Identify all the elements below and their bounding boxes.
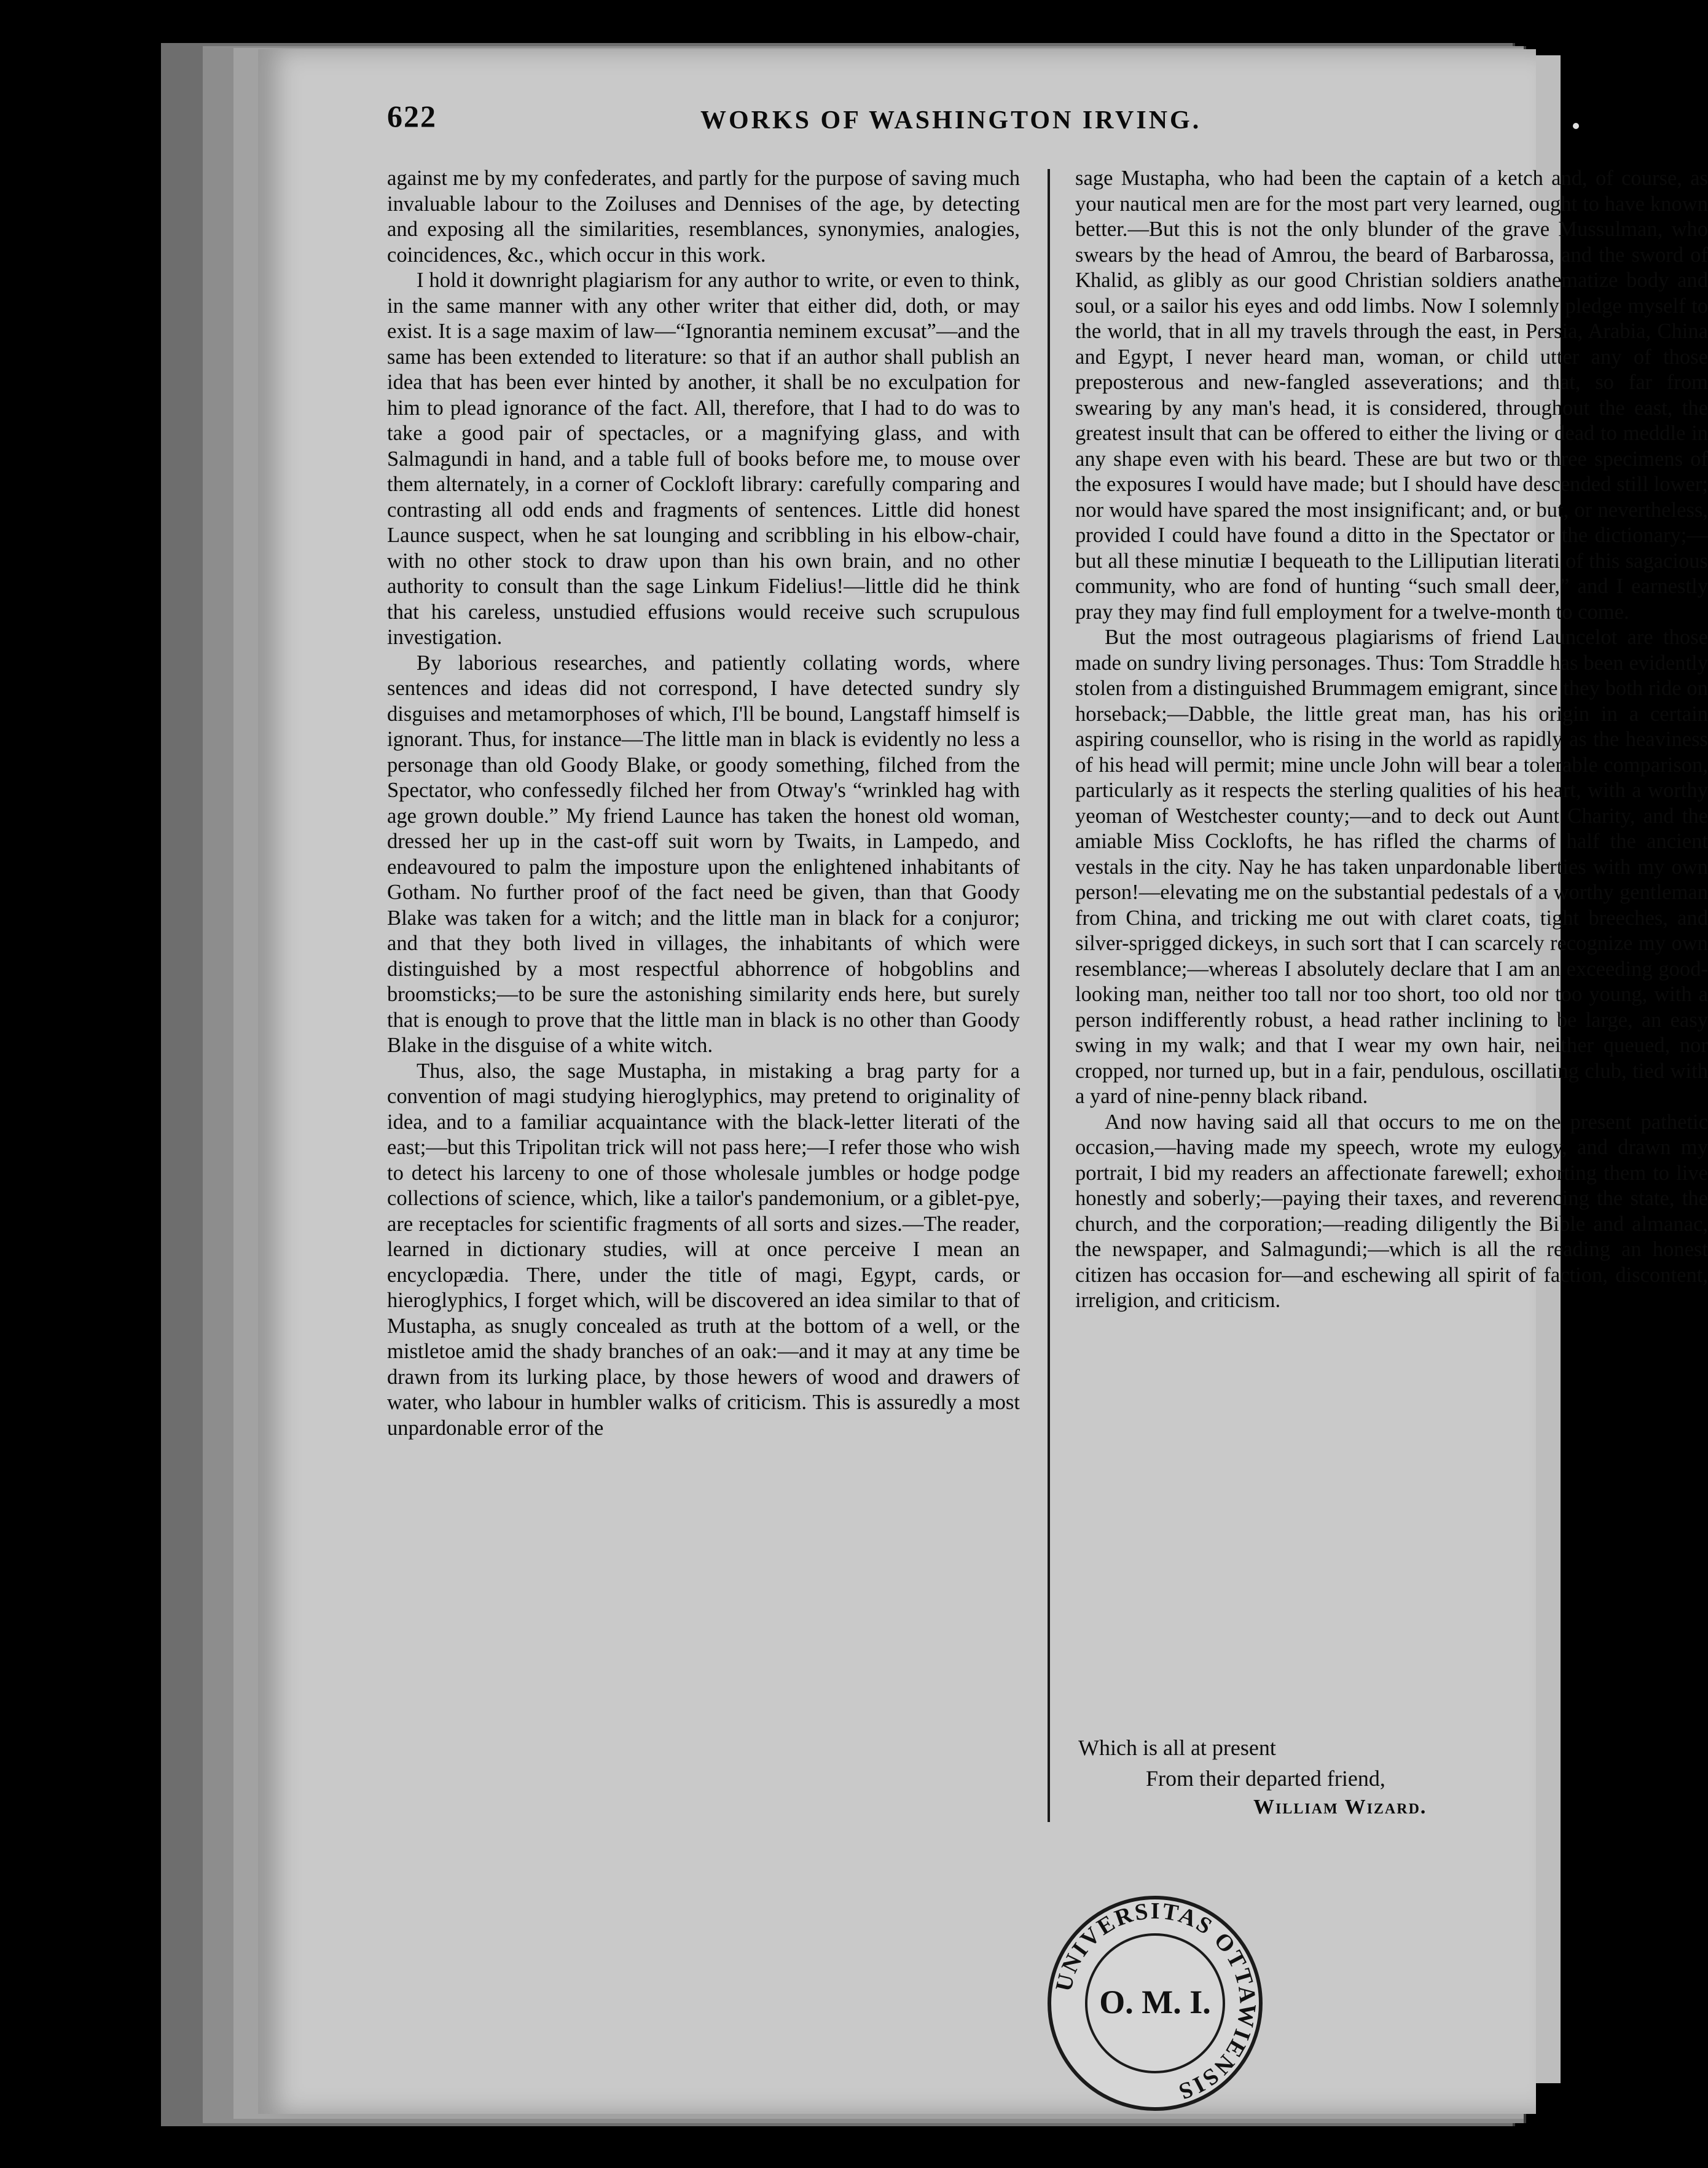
paragraph: By laborious researches, and patiently collating words, where sentences and ideas did not correspond, I have detected sundry sly disguises and metamorphoses of which, I'll be bound, Langstaff himself is ignorant. Thus, for instance—The little man in black is evidently no less a personage than old Goody Blake, or goody something, filched from the Spectator, who confessedly filched her from Otway's “wrinkled hag with age grown double.” My friend Launce has taken the honest old woman, dressed her up in the cast-off suit worn by Twaits, in Lampedo, and endeavoured to palm the imposture upon the enlightened inhabitants of Gotham. No further proof of the fact need be given, than that Goody Blake was taken for a witch; and the little man in black for a conjuror; and that they both lived in villages, the inhabitants of which were distinguished by a most respectful abhorrence of hobgoblins and broomsticks;—to be sure the astonishing similarity ends here, but surely that is enough to prove that the little man in black is no other than Goody Blake in the disguise of a white witch. bbox=[387, 651, 1020, 1057]
page-number: 622 bbox=[387, 99, 437, 133]
signature: William Wizard. bbox=[1253, 1796, 1427, 1818]
stamp-outer-text: UNIVERSITAS OTTAWIENSIS bbox=[1051, 1898, 1261, 2105]
scan-dust-mark bbox=[1573, 123, 1579, 129]
right-text-column bbox=[1075, 166, 1708, 1314]
left-text-column bbox=[387, 166, 1020, 1441]
paragraph: And now having said all that occurs to me on the present pathetic occasion,—having made my speech, wrote my eulogy, and drawn my portrait, I bid my readers an affectionate farewell; exhorting them to live honestly and soberly;—paying their taxes, and reverencing the state, the church, and the corporation;—reading diligently the Bible and almanac, the newspaper, and Salmagundi;—which is all the reading an honest citizen has occasion for—and eschewing all spirit of faction, discontent, irreligion, and criticism. bbox=[1075, 1110, 1708, 1312]
column-divider bbox=[1048, 169, 1050, 1822]
paragraph: Thus, also, the sage Mustapha, in mistaking a brag party for a convention of magi studying hieroglyphics, may pretend to originality of idea, and to a familiar acquaintance with the black-letter literati of the east;—but this Tripolitan trick will not pass here;—I refer those who wish to detect his larceny to one of those wholesale jumbles or hodge podge collections of science, which, like a tailor's pandemonium, or a giblet-pye, are receptacles for scientific fragments of all sorts and sizes.—The reader, learned in dictionary studies, will at once perceive I mean an encyclopædia. There, under the title of magi, Egypt, cards, or hieroglyphics, I forget which, will be discovered an idea similar to that of Mustapha, as snugly concealed as truth at the bottom of a well, or the mistletoe amid the shady branches of an oak:—and it may at any time be drawn from its lurking place, by those hewers of wood and drawers of water, who labour in humbler walks of criticism. This is assuredly a most unpardonable error of the bbox=[387, 1059, 1020, 1440]
closing-line: Which is all at present bbox=[1078, 1735, 1276, 1760]
paragraph: But the most outrageous plagiarisms of friend Launcelot are those made on sundry living personages. Thus: Tom Straddle has been evidently stolen from a distinguished Brummagem emigrant, since they both ride on horseback;—Dabble, the little great man, has his origin in a certain aspiring counsellor, who is rising in the world as rapidly as the heaviness of his head will permit; mine uncle John will bear a tolerable comparison, particularly as it respects the sterling qualities of his heart, with a worthy yeoman of Westchester county;—and to deck out Aunt Charity, and the amiable Miss Cocklofts, he has rifled the charms of half the ancient vestals in the city. Nay he has taken unpardonable liberties with my own person!—elevating me on the substantial pedestals of a worthy gentleman from China, and tricking me out with claret coats, tight breeches, and silver-sprigged dickeys, in such sort that I can scarcely recognize my own resemblance;—whereas I absolutely declare that I am an exceeding good-looking man, neither too tall nor too short, too old nor too young, with a person indifferently robust, a head rather inclining to be large, an easy swing in my walk; and that I wear my own hair, neither queued, nor cropped, nor turned up, but in a fair, pendulous, oscillating club, tied with a yard of nine-penny black riband. bbox=[1075, 626, 1708, 1108]
stamp-center-text: O. M. I. bbox=[1099, 1984, 1211, 2021]
paragraph: I hold it downright plagiarism for any author to write, or even to think, in the same manner with any other writer that either did, doth, or may exist. It is a sage maxim of law—“Ignorantia neminem excusat”—and the same has been extended to literature: so that if an author shall publish an idea that has been ever hinted by another, it shall be no exculpation for him to plead ignorance of the fact. All, therefore, that I had to do was to take a good pair of spectacles, or a magnifying glass, and with Salmagundi in hand, and a table full of books before me, to mouse over them alternately, in a corner of Cockloft library: carefully comparing and contrasting all odd ends and fragments of sentences. Little did honest Launce suspect, when he sat lounging and scribbling in his elbow-chair, with no other stock to draw upon than his own brain, and no other authority to consult than the sage Linkum Fidelius!—little did he think that his careless, unstudied effusions would receive such scrupulous investigation. bbox=[387, 269, 1020, 649]
running-head: WORKS OF WASHINGTON IRVING. bbox=[700, 106, 1202, 135]
closing-line: From their departed friend, bbox=[1146, 1766, 1385, 1791]
book-page bbox=[258, 49, 1708, 2114]
library-stamp bbox=[1044, 1893, 1266, 2114]
paragraph: sage Mustapha, who had been the captain of a ketch and, of course, as your nautical men are for the most part very learned, ought to have known better.—But this is not the only blunder of the grave Mussulman, who swears by the head of Amrou, the beard of Barbarossa, and the sword of Khalid, as glibly as our good Christian soldiers anathematize body and soul, or a sailor his eyes and odd limbs. Now I solemnly pledge myself to the world, that in all my travels through the east, in Persia, Arabia, China and Egypt, I never heard man, woman, or child utter any of those preposterous and new-fangled asseverations; and that, so far from swearing by any man's head, it is considered, throughout the east, the greatest insult that can be offered to either the living or dead to meddle in any shape even with his beard. These are but two or three specimens of the exposures I would have made; but I should have descended still lower; nor would have spared the most insignificant; and, or but, or nevertheless, provided I could have found a ditto in the Spectator or the dictionary;—but all these minutiæ I bequeath to the Lilliputian literati of this sagacious community, who are fond of hunting “such small deer,” and I earnestly pray they may find full employment for a twelve-month to come. bbox=[1075, 167, 1708, 624]
paragraph: against me by my confederates, and partly for the purpose of saving much invaluable labour to the Zoiluses and Dennises of the age, by detecting and exposing all the similarities, resemblances, synonymies, analogies, coincidences, &c., which occur in this work. bbox=[387, 167, 1020, 267]
